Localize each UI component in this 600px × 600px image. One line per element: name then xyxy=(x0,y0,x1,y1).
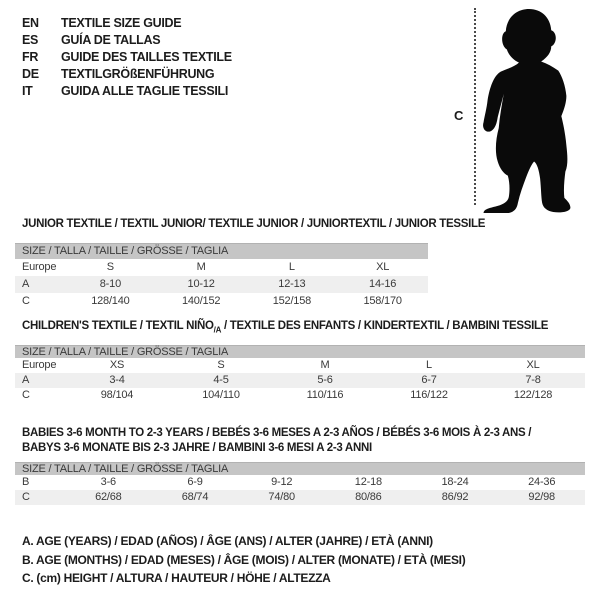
cell: 8-10 xyxy=(99,278,121,290)
row-label: C xyxy=(22,491,30,503)
cell: 68/74 xyxy=(181,491,209,503)
cell: 152/158 xyxy=(272,295,312,307)
language-label: GUIDE DES TAILLES TEXTILE xyxy=(61,50,232,64)
cell: 7-8 xyxy=(525,374,541,386)
cell: 3-4 xyxy=(109,374,125,386)
language-code: DE xyxy=(22,67,39,81)
cell: XL xyxy=(376,261,390,273)
cell: 12-18 xyxy=(354,476,382,488)
cell: 110/116 xyxy=(306,389,344,401)
cell: 10-12 xyxy=(187,278,215,290)
cell: 80/86 xyxy=(355,491,382,503)
footnote-a: A. AGE (YEARS) / EDAD (AÑOS) / ÂGE (ANS) / ALTER (JAHRE) / ETÀ (ANNI) xyxy=(22,534,433,548)
title-line-2: BABYS 3-6 MONATE BIS 2-3 JAHRE / BAMBINI 3-6 MESI A 2-3 ANNI xyxy=(22,442,372,454)
cell: XL xyxy=(526,359,540,371)
cell: XS xyxy=(109,359,125,371)
cell: 116/122 xyxy=(410,389,448,401)
language-code: IT xyxy=(22,84,33,98)
legend-row xyxy=(22,32,232,49)
table-header: SIZE / TALLA / TAILLE / GRÖSSE / TAGLIA xyxy=(15,345,585,358)
table-row xyxy=(15,293,428,310)
height-c-label: C xyxy=(454,108,464,123)
cell: 3-6 xyxy=(100,476,116,488)
cell: 24-36 xyxy=(528,476,556,488)
legend-row xyxy=(22,49,232,66)
row-label: A xyxy=(22,278,30,290)
cell: 122/128 xyxy=(513,389,553,401)
language-label: GUÍA DE TALLAS xyxy=(61,33,161,47)
row-label: B xyxy=(22,476,30,488)
footnote-b: B. AGE (MONTHS) / EDAD (MESES) / ÂGE (MOIS) / ALTER (MONATE) / ETÀ (MESI) xyxy=(22,552,466,567)
language-label: GUIDA ALLE TAGLIE TESSILI xyxy=(61,84,229,98)
cell: L xyxy=(288,261,295,273)
height-measure-line xyxy=(474,8,476,205)
footnotes xyxy=(22,532,465,588)
table-header: SIZE / TALLA / TAILLE / GRÖSSE / TAGLIA xyxy=(15,243,428,259)
title-subscript: /A xyxy=(213,325,222,335)
row-label: C xyxy=(22,389,30,401)
cell: 104/110 xyxy=(202,389,240,401)
legend-row xyxy=(22,66,232,83)
row-label: Europe xyxy=(22,261,57,273)
babies-size-table xyxy=(15,462,585,505)
babies-section-title xyxy=(22,426,531,456)
row-label: Europe xyxy=(22,359,57,371)
cell: 5-6 xyxy=(317,374,333,386)
junior-section-title: JUNIOR TEXTILE / TEXTIL JUNIOR/ TEXTILE JUNIOR / JUNIORTEXTIL / JUNIOR TESSILE xyxy=(22,218,486,230)
cell: 6-9 xyxy=(187,476,203,488)
row-label: C xyxy=(22,295,30,307)
table-row xyxy=(15,490,585,505)
cell: S xyxy=(106,261,114,273)
cell: 158/170 xyxy=(363,295,402,307)
language-label: TEXTILGRÖßENFÜHRUNG xyxy=(61,67,215,81)
cell: 18-24 xyxy=(441,476,469,488)
table-row xyxy=(15,373,585,388)
language-legend xyxy=(22,15,232,100)
cell: 6-7 xyxy=(421,374,437,386)
language-code: FR xyxy=(22,50,39,64)
cell: S xyxy=(217,359,225,371)
row-label: A xyxy=(22,374,30,386)
children-section-title xyxy=(22,320,548,334)
cell: 140/152 xyxy=(181,295,221,307)
table-row xyxy=(15,475,585,490)
legend-row xyxy=(22,15,232,32)
title-text: / TEXTILE DES ENFANTS / KINDERTEXTIL / BAMBINI TESSILE xyxy=(221,320,549,332)
legend-row xyxy=(22,83,232,100)
language-code: ES xyxy=(22,33,39,47)
cell: 4-5 xyxy=(213,374,229,386)
table-row xyxy=(15,358,585,373)
cell: 86/92 xyxy=(441,491,469,503)
cell: 74/80 xyxy=(268,491,295,503)
cell: 12-13 xyxy=(278,278,306,290)
junior-size-table xyxy=(15,243,428,310)
title-line-1: BABIES 3-6 MONTH TO 2-3 YEARS / BEBÉS 3-6 MESES A 2-3 AÑOS / BÉBÉS 3-6 MOIS À 2-3 ANS / xyxy=(22,427,532,439)
language-label: TEXTILE SIZE GUIDE xyxy=(61,16,182,30)
cell: 62/68 xyxy=(95,491,122,503)
table-row xyxy=(15,388,585,403)
table-row xyxy=(15,276,428,293)
footnote-c: C. (cm) HEIGHT / ALTURA / HAUTEUR / HÖHE / ALTEZZA xyxy=(22,571,331,585)
cell: 9-12 xyxy=(271,476,293,488)
table-row xyxy=(15,259,428,276)
toddler-silhouette xyxy=(480,5,574,213)
cell: L xyxy=(426,359,432,371)
children-size-table xyxy=(15,345,585,403)
cell: M xyxy=(320,359,330,371)
cell: 98/104 xyxy=(100,389,134,401)
cell: 92/98 xyxy=(528,491,555,503)
title-text: CHILDREN'S TEXTILE / TEXTIL NIÑO xyxy=(22,320,214,332)
table-header: SIZE / TALLA / TAILLE / GRÖSSE / TAGLIA xyxy=(15,462,585,475)
cell: 14-16 xyxy=(369,278,397,290)
cell: M xyxy=(196,261,206,273)
language-code: EN xyxy=(22,16,39,30)
cell: 128/140 xyxy=(91,295,130,307)
